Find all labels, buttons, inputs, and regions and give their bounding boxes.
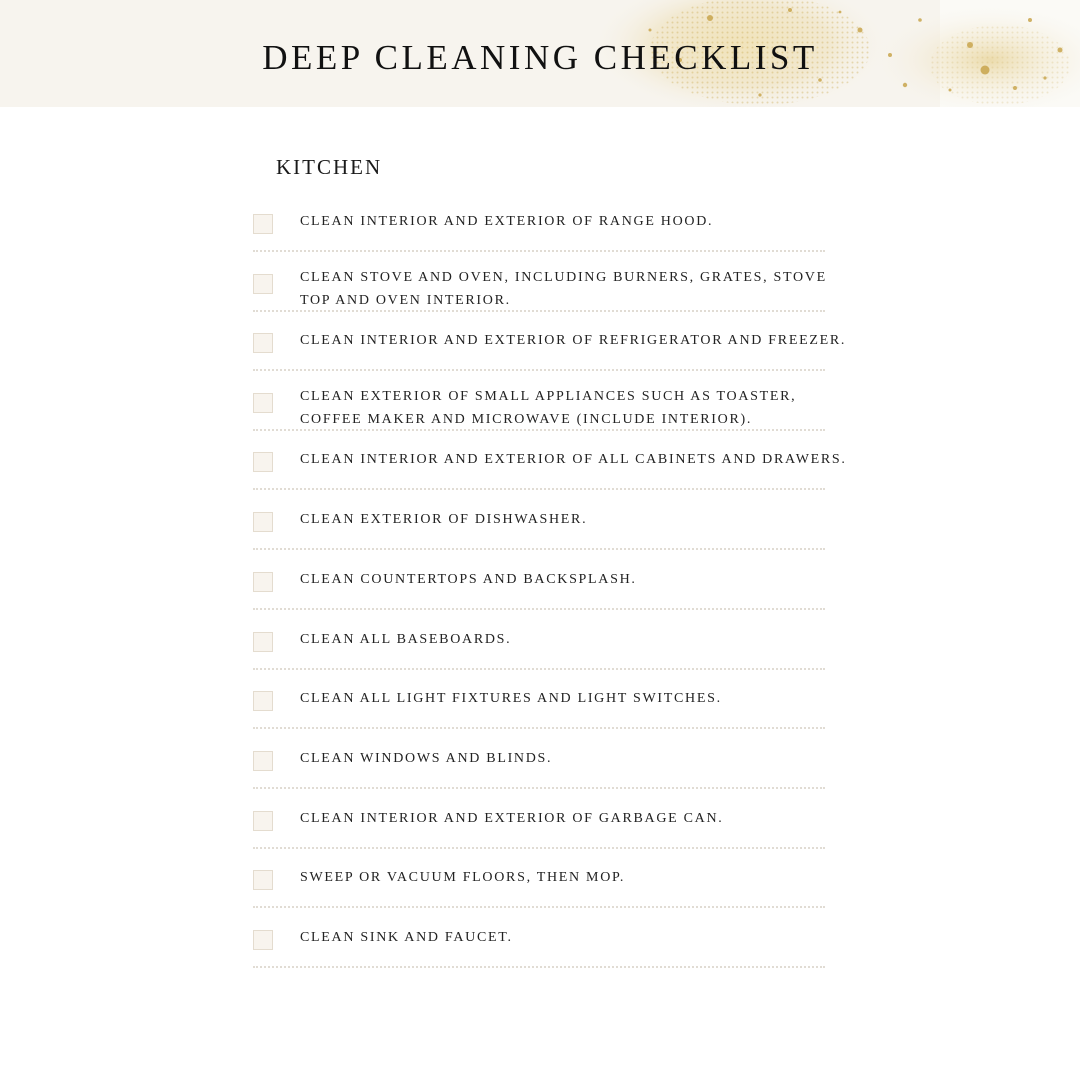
checklist-item-text bbox=[300, 266, 860, 312]
sparkle bbox=[1013, 86, 1017, 90]
checkbox[interactable] bbox=[253, 870, 273, 890]
checkbox[interactable] bbox=[253, 930, 273, 950]
row-divider bbox=[253, 310, 825, 312]
checkbox[interactable] bbox=[253, 572, 273, 592]
sparkle bbox=[903, 83, 907, 87]
checklist-item-text bbox=[300, 508, 860, 531]
row-divider bbox=[253, 787, 825, 789]
row-divider bbox=[253, 608, 825, 610]
row-divider bbox=[253, 488, 825, 490]
checkbox[interactable] bbox=[253, 691, 273, 711]
checklist-item-line: CLEAN ALL LIGHT FIXTURES AND LIGHT SWITCHES. bbox=[300, 691, 722, 706]
row-divider bbox=[253, 369, 825, 371]
checklist-item-line: CLEAN INTERIOR AND EXTERIOR OF REFRIGERATOR AND FREEZER. bbox=[300, 333, 847, 348]
row-divider bbox=[253, 727, 825, 729]
checklist-item-line: CLEAN SINK AND FAUCET. bbox=[300, 930, 513, 945]
checklist-item-line: CLEAN INTERIOR AND EXTERIOR OF RANGE HOOD. bbox=[300, 214, 714, 229]
checklist-item-line: TOP AND OVEN INTERIOR. bbox=[300, 293, 511, 308]
row-divider bbox=[253, 847, 825, 849]
checkbox[interactable] bbox=[253, 512, 273, 532]
row-divider bbox=[253, 429, 825, 431]
checklist-item-line: CLEAN INTERIOR AND EXTERIOR OF GARBAGE CAN. bbox=[300, 811, 724, 826]
checklist-item-text bbox=[300, 866, 860, 889]
row-divider bbox=[253, 966, 825, 968]
checklist-item-line: CLEAN COUNTERTOPS AND BACKSPLASH. bbox=[300, 572, 637, 587]
checklist-item-text bbox=[300, 385, 860, 431]
page-title: DEEP CLEANING CHECKLIST bbox=[262, 38, 818, 77]
checkbox[interactable] bbox=[253, 214, 273, 234]
checklist-item-line: CLEAN ALL BASEBOARDS. bbox=[300, 632, 512, 647]
sparkle bbox=[858, 28, 863, 33]
checkbox[interactable] bbox=[253, 274, 273, 294]
sparkle bbox=[918, 18, 922, 22]
checkbox[interactable] bbox=[253, 632, 273, 652]
checkbox[interactable] bbox=[253, 452, 273, 472]
checklist-item-line: SWEEP OR VACUUM FLOORS, THEN MOP. bbox=[300, 870, 626, 885]
checklist-item-line: CLEAN EXTERIOR OF DISHWASHER. bbox=[300, 512, 588, 527]
checklist-item-text bbox=[300, 687, 860, 710]
checklist-item-line: COFFEE MAKER AND MICROWAVE (INCLUDE INTERIOR). bbox=[300, 412, 753, 427]
checklist-item-line: CLEAN STOVE AND OVEN, INCLUDING BURNERS, GRATES, STOVE bbox=[300, 270, 827, 285]
checklist-item-text bbox=[300, 448, 860, 471]
checkbox[interactable] bbox=[253, 811, 273, 831]
checklist-item-text bbox=[300, 210, 860, 233]
checklist-item-text bbox=[300, 628, 860, 651]
kitchen-checklist bbox=[253, 0, 853, 1080]
checkbox[interactable] bbox=[253, 393, 273, 413]
checklist-item-line: CLEAN EXTERIOR OF SMALL APPLIANCES SUCH AS TOASTER, bbox=[300, 389, 797, 404]
checklist-item-line: CLEAN INTERIOR AND EXTERIOR OF ALL CABINETS AND DRAWERS. bbox=[300, 452, 847, 467]
checklist-item-text bbox=[300, 747, 860, 770]
checkbox[interactable] bbox=[253, 333, 273, 353]
row-divider bbox=[253, 906, 825, 908]
sparkle bbox=[949, 89, 952, 92]
checkbox[interactable] bbox=[253, 751, 273, 771]
checklist-item-text bbox=[300, 568, 860, 591]
checklist-item-text bbox=[300, 926, 860, 949]
checklist-item-text bbox=[300, 329, 860, 352]
checklist-item-line: CLEAN WINDOWS AND BLINDS. bbox=[300, 751, 553, 766]
checklist-item-text bbox=[300, 807, 860, 830]
section-heading-kitchen: KITCHEN bbox=[276, 155, 383, 179]
row-divider bbox=[253, 250, 825, 252]
row-divider bbox=[253, 668, 825, 670]
sparkle bbox=[1028, 18, 1032, 22]
row-divider bbox=[253, 548, 825, 550]
